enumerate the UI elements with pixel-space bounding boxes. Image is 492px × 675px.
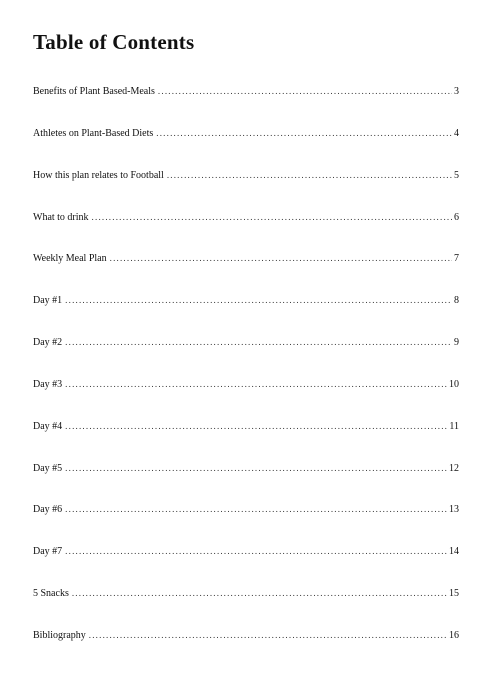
toc-entry: [33, 168, 459, 210]
toc-entry-page-number: 5: [454, 169, 459, 181]
toc-entry: [33, 502, 459, 544]
toc-entry: [33, 586, 459, 628]
toc-entry-page-number: 11: [449, 420, 459, 432]
toc-dot-leader: [65, 419, 447, 433]
toc-entry-label: Day #3: [33, 378, 63, 390]
toc-entry-page-number: 14: [449, 546, 459, 558]
toc-entry: [33, 293, 459, 335]
toc-dot-leader: [110, 251, 452, 265]
page-title: Table of Contents: [33, 30, 195, 54]
toc-entry-label: Day #5: [33, 462, 63, 474]
toc-entry: [33, 461, 459, 503]
toc-entry: [33, 419, 459, 461]
toc-entry-page-number: 4: [454, 127, 459, 139]
toc-entry: [33, 377, 459, 419]
toc-entry: [33, 210, 459, 252]
toc-entry-label: 5 Snacks: [33, 588, 69, 600]
toc-entry-label: Day #4: [33, 420, 63, 432]
toc-dot-leader: [158, 84, 452, 98]
toc-entry-page-number: 13: [449, 504, 459, 516]
toc-entry: [33, 126, 459, 168]
toc-list: [33, 84, 459, 670]
toc-entry-page-number: 7: [454, 253, 459, 265]
toc-dot-leader: [65, 293, 452, 307]
toc-entry: [33, 251, 459, 293]
toc-entry-label: Weekly Meal Plan: [33, 253, 107, 265]
toc-dot-leader: [167, 168, 452, 182]
toc-dot-leader: [89, 628, 447, 642]
toc-dot-leader: [65, 377, 447, 391]
toc-entry-label: How this plan relates to Football: [33, 169, 164, 181]
toc-entry: [33, 628, 459, 670]
toc-entry-page-number: 9: [454, 337, 459, 349]
toc-dot-leader: [156, 126, 452, 140]
toc-entry-label: Day #7: [33, 546, 63, 558]
toc-entry-label: Day #6: [33, 504, 63, 516]
toc-entry-page-number: 8: [454, 295, 459, 307]
toc-entry-page-number: 10: [449, 378, 459, 390]
toc-entry-label: Bibliography: [33, 629, 86, 641]
toc-entry-label: Day #1: [33, 295, 63, 307]
toc-entry-label: Day #2: [33, 337, 63, 349]
toc-dot-leader: [65, 461, 447, 475]
toc-entry-page-number: 3: [454, 86, 459, 97]
toc-dot-leader: [65, 502, 447, 516]
toc-dot-leader: [65, 544, 447, 558]
toc-entry: [33, 84, 459, 126]
toc-dot-leader: [72, 586, 447, 600]
toc-entry: [33, 544, 459, 586]
toc-entry: [33, 335, 459, 377]
toc-entry-page-number: 6: [454, 211, 459, 223]
toc-dot-leader: [65, 335, 452, 349]
toc-entry-label: What to drink: [33, 211, 89, 223]
toc-dot-leader: [92, 210, 452, 224]
toc-entry-page-number: 15: [449, 588, 459, 600]
toc-entry-label: Benefits of Plant Based-Meals: [33, 86, 155, 97]
toc-entry-page-number: 16: [449, 629, 459, 641]
toc-entry-page-number: 12: [449, 462, 459, 474]
toc-entry-label: Athletes on Plant-Based Diets: [33, 127, 154, 139]
